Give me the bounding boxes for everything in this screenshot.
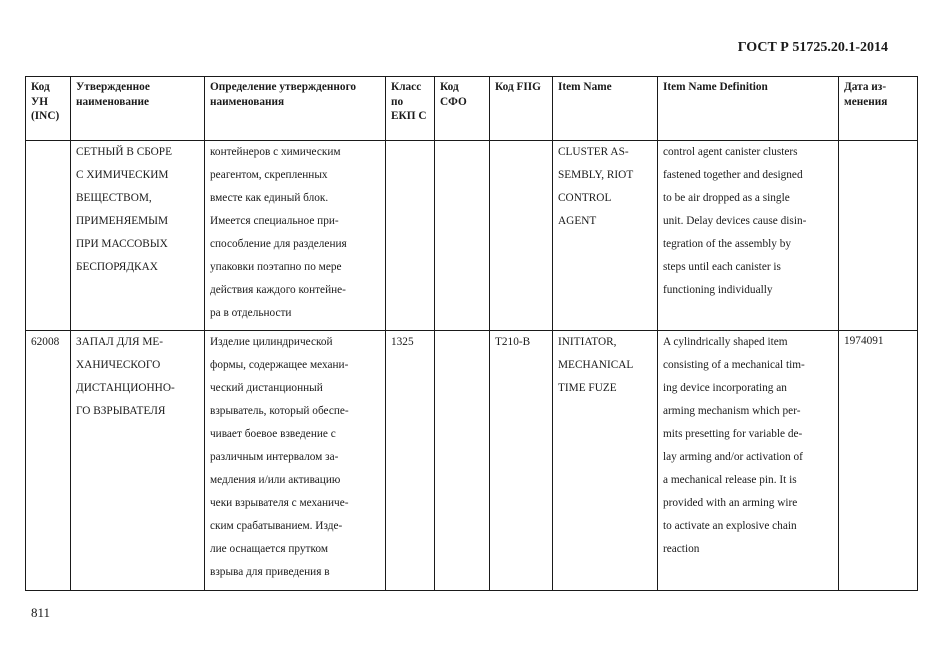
text-line: TIME FUZE <box>558 382 617 394</box>
column-header-inc: Код УН (INC) <box>26 77 71 141</box>
text-line: взрыва для приведения в <box>210 566 330 578</box>
column-header-approved-name: Утвержденное наименование <box>71 77 205 141</box>
cell-inc <box>26 141 71 331</box>
text-line: A cylindrically shaped item <box>663 336 788 348</box>
text-line: a mechanical release pin. It is <box>663 474 797 486</box>
cell-definition <box>205 331 386 591</box>
text-line: ЗАПАЛ ДЛЯ МЕ- <box>76 336 164 348</box>
column-header-change-date: Дата из- менения <box>839 77 918 141</box>
cell-sfo <box>435 331 490 591</box>
text-line: СЕТНЫЙ В СБОРЕ <box>76 146 172 158</box>
text-line: чеки взрывателя с механиче- <box>210 497 349 509</box>
column-header-fiig: Код FIIG <box>490 77 553 141</box>
text-line: ра в отдельности <box>210 307 292 319</box>
catalog-table <box>25 76 918 591</box>
cell-fiig: T210-B <box>490 331 553 591</box>
column-header-item-definition: Item Name Definition <box>658 77 839 141</box>
document-code: ГОСТ Р 51725.20.1-2014 <box>737 40 888 55</box>
text-line: CLUSTER AS- <box>558 146 629 158</box>
text-line: реагентом, скрепленных <box>210 169 328 181</box>
text-line: to be air dropped as a single <box>663 192 790 204</box>
text-line: lay arming and/or activation of <box>663 451 803 463</box>
text-line: steps until each canister is <box>663 261 781 273</box>
cell-item-name <box>553 141 658 331</box>
text-line: control agent canister clusters <box>663 146 798 158</box>
cell-definition <box>205 141 386 331</box>
text-line: ДИСТАНЦИОННО- <box>76 382 175 394</box>
column-header-definition: Определение утвержденного наименования <box>205 77 386 141</box>
text-line: чивает боевое взведение с <box>210 428 336 440</box>
text-line: provided with an arming wire <box>663 497 798 509</box>
column-header-item-name: Item Name <box>553 77 658 141</box>
text-line: БЕСПОРЯДКАХ <box>76 261 158 273</box>
cell-change-date <box>839 141 918 331</box>
text-line: упаковки поэтапно по мере <box>210 261 342 273</box>
cell-change-date: 1974091 <box>839 331 918 591</box>
text-line: reaction <box>663 543 700 555</box>
text-line: Имеется специальное при- <box>210 215 339 227</box>
cell-item-definition <box>658 331 839 591</box>
cell-item-name <box>553 331 658 591</box>
text-line: unit. Delay devices cause disin- <box>663 215 807 227</box>
text-line: CONTROL <box>558 192 612 204</box>
text-line: ВЕЩЕСТВОМ, <box>76 192 152 204</box>
text-line: лие оснащается прутком <box>210 543 328 555</box>
text-line: ПРИ МАССОВЫХ <box>76 238 168 250</box>
text-line: ГО ВЗРЫВАТЕЛЯ <box>76 405 166 417</box>
table-row <box>26 141 918 331</box>
text-line: AGENT <box>558 215 597 227</box>
text-line: arming mechanism which per- <box>663 405 801 417</box>
text-line: действия каждого контейне- <box>210 284 346 296</box>
column-header-class: Класс по ЕКП С <box>386 77 435 141</box>
text-line: ing device incorporating an <box>663 382 787 394</box>
text-line: to activate an explosive chain <box>663 520 797 532</box>
text-line: способление для разделения <box>210 238 347 250</box>
text-line: MECHANICAL <box>558 359 634 371</box>
text-line: ХАНИЧЕСКОГО <box>76 359 161 371</box>
cell-sfo <box>435 141 490 331</box>
table-row <box>26 331 918 591</box>
column-header-sfo: Код СФО <box>435 77 490 141</box>
text-line: Изделие цилиндрической <box>210 336 333 348</box>
text-line: формы, содержащее механи- <box>210 359 349 371</box>
text-line: ПРИМЕНЯЕМЫМ <box>76 215 169 227</box>
text-line: медления и/или активацию <box>210 474 341 486</box>
text-line: INITIATOR, <box>558 336 617 348</box>
text-line: взрыватель, который обеспе- <box>210 405 349 417</box>
cell-fiig <box>490 141 553 331</box>
table-header-row <box>26 77 918 141</box>
text-line: mits presetting for variable de- <box>663 428 803 440</box>
page-number: 811 <box>31 605 51 620</box>
cell-inc: 62008 <box>26 331 71 591</box>
cell-approved-name <box>71 141 205 331</box>
text-line: вместе как единый блок. <box>210 192 329 204</box>
cell-approved-name <box>71 331 205 591</box>
text-line: tegration of the assembly by <box>663 238 792 250</box>
text-line: SEMBLY, RIOT <box>558 169 634 181</box>
text-line: различным интервалом за- <box>210 451 339 463</box>
text-line: С ХИМИЧЕСКИМ <box>76 169 169 181</box>
text-line: ским срабатыванием. Изде- <box>210 520 343 532</box>
text-line: ческий дистанционный <box>210 382 323 394</box>
text-line: functioning individually <box>663 284 773 296</box>
cell-class <box>386 141 435 331</box>
text-line: fastened together and designed <box>663 169 803 181</box>
cell-item-definition <box>658 141 839 331</box>
text-line: контейнеров с химическим <box>210 146 341 158</box>
cell-class: 1325 <box>386 331 435 591</box>
text-line: consisting of a mechanical tim- <box>663 359 805 371</box>
